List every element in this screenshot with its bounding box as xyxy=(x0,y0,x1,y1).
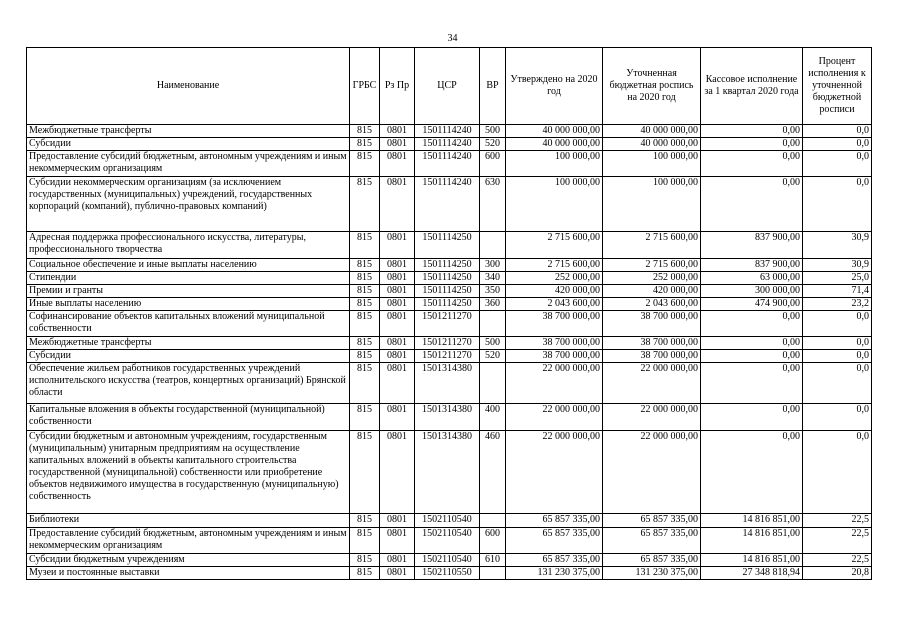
table-row xyxy=(27,177,872,232)
cell-percent: 0,0 xyxy=(803,431,872,514)
cell-rzpr: 0801 xyxy=(380,138,415,151)
cell-percent: 0,0 xyxy=(803,138,872,151)
cell-rzpr: 0801 xyxy=(380,298,415,311)
cell-percent: 71,4 xyxy=(803,285,872,298)
cell-cash: 0,00 xyxy=(701,350,803,363)
cell-updated: 38 700 000,00 xyxy=(603,311,701,337)
cell-rzpr: 0801 xyxy=(380,232,415,259)
cell-csr: 1501114240 xyxy=(415,177,480,232)
cell-percent: 0,0 xyxy=(803,350,872,363)
cell-vr xyxy=(480,363,506,404)
cell-approved: 100 000,00 xyxy=(506,177,603,232)
cell-grbs: 815 xyxy=(350,311,380,337)
cell-name: Стипендии xyxy=(27,272,350,285)
cell-name: Адресная поддержка профессионального искусства, литературы, профессионального творчества xyxy=(27,232,350,259)
cell-rzpr: 0801 xyxy=(380,363,415,404)
cell-name: Предоставление субсидий бюджетным, автономным учреждениям и иным некоммерческим организациям xyxy=(27,528,350,554)
header-csr: ЦСР xyxy=(415,48,480,125)
table-row xyxy=(27,259,872,272)
cell-name: Библиотеки xyxy=(27,514,350,528)
cell-vr: 520 xyxy=(480,138,506,151)
cell-percent: 22,5 xyxy=(803,514,872,528)
cell-name: Социальное обеспечение и иные выплаты населению xyxy=(27,259,350,272)
cell-updated: 38 700 000,00 xyxy=(603,337,701,350)
cell-cash: 0,00 xyxy=(701,311,803,337)
cell-grbs: 815 xyxy=(350,177,380,232)
cell-percent: 0,0 xyxy=(803,363,872,404)
cell-percent: 22,5 xyxy=(803,554,872,567)
cell-cash: 0,00 xyxy=(701,138,803,151)
cell-vr: 400 xyxy=(480,404,506,431)
cell-percent: 23,2 xyxy=(803,298,872,311)
cell-grbs: 815 xyxy=(350,350,380,363)
cell-csr: 1501314380 xyxy=(415,431,480,514)
cell-vr: 460 xyxy=(480,431,506,514)
cell-csr: 1501114250 xyxy=(415,259,480,272)
cell-percent: 0,0 xyxy=(803,404,872,431)
cell-percent: 22,5 xyxy=(803,528,872,554)
cell-cash: 14 816 851,00 xyxy=(701,554,803,567)
cell-grbs: 815 xyxy=(350,151,380,177)
cell-vr: 340 xyxy=(480,272,506,285)
header-vr: ВР xyxy=(480,48,506,125)
cell-name: Межбюджетные трансферты xyxy=(27,337,350,350)
cell-approved: 2 043 600,00 xyxy=(506,298,603,311)
cell-approved: 65 857 335,00 xyxy=(506,554,603,567)
cell-rzpr: 0801 xyxy=(380,554,415,567)
cell-grbs: 815 xyxy=(350,138,380,151)
page-number: 34 xyxy=(447,33,458,44)
cell-approved: 22 000 000,00 xyxy=(506,404,603,431)
cell-approved: 22 000 000,00 xyxy=(506,363,603,404)
table-row xyxy=(27,554,872,567)
cell-rzpr: 0801 xyxy=(380,259,415,272)
cell-cash: 837 900,00 xyxy=(701,232,803,259)
cell-csr: 1502110540 xyxy=(415,554,480,567)
header-updated: Уточненная бюджетная роспись на 2020 год xyxy=(603,48,701,125)
cell-grbs: 815 xyxy=(350,337,380,350)
cell-name: Субсидии xyxy=(27,138,350,151)
cell-percent: 0,0 xyxy=(803,177,872,232)
cell-csr: 1501114240 xyxy=(415,138,480,151)
cell-percent: 20,8 xyxy=(803,567,872,580)
cell-vr xyxy=(480,514,506,528)
cell-vr xyxy=(480,232,506,259)
cell-updated: 65 857 335,00 xyxy=(603,554,701,567)
cell-percent: 30,9 xyxy=(803,259,872,272)
cell-name: Музеи и постоянные выставки xyxy=(27,567,350,580)
cell-name: Обеспечение жильем работников государственных учреждений исполнительского искусства (театров, концертных организаций) Брянской области xyxy=(27,363,350,404)
cell-approved: 65 857 335,00 xyxy=(506,514,603,528)
cell-approved: 40 000 000,00 xyxy=(506,138,603,151)
cell-name: Иные выплаты населению xyxy=(27,298,350,311)
cell-grbs: 815 xyxy=(350,528,380,554)
cell-vr: 600 xyxy=(480,151,506,177)
cell-cash: 14 816 851,00 xyxy=(701,514,803,528)
table-header-row xyxy=(27,48,872,125)
cell-vr: 500 xyxy=(480,337,506,350)
cell-approved: 22 000 000,00 xyxy=(506,431,603,514)
cell-approved: 252 000,00 xyxy=(506,272,603,285)
table-row xyxy=(27,151,872,177)
cell-rzpr: 0801 xyxy=(380,125,415,138)
table-row xyxy=(27,404,872,431)
cell-csr: 1502110550 xyxy=(415,567,480,580)
cell-grbs: 815 xyxy=(350,363,380,404)
cell-csr: 1501211270 xyxy=(415,350,480,363)
cell-approved: 38 700 000,00 xyxy=(506,337,603,350)
cell-updated: 100 000,00 xyxy=(603,177,701,232)
cell-grbs: 815 xyxy=(350,431,380,514)
cell-csr: 1502110540 xyxy=(415,514,480,528)
cell-rzpr: 0801 xyxy=(380,350,415,363)
cell-cash: 27 348 818,94 xyxy=(701,567,803,580)
cell-updated: 252 000,00 xyxy=(603,272,701,285)
cell-csr: 1501211270 xyxy=(415,311,480,337)
cell-grbs: 815 xyxy=(350,554,380,567)
cell-updated: 2 715 600,00 xyxy=(603,232,701,259)
table-row xyxy=(27,363,872,404)
header-name: Наименование xyxy=(27,48,350,125)
cell-csr: 1502110540 xyxy=(415,528,480,554)
table-row xyxy=(27,337,872,350)
cell-percent: 0,0 xyxy=(803,311,872,337)
cell-name: Субсидии xyxy=(27,350,350,363)
cell-updated: 2 715 600,00 xyxy=(603,259,701,272)
cell-name: Предоставление субсидий бюджетным, автономным учреждениям и иным некоммерческим организациям xyxy=(27,151,350,177)
cell-grbs: 815 xyxy=(350,285,380,298)
cell-approved: 38 700 000,00 xyxy=(506,311,603,337)
cell-grbs: 815 xyxy=(350,298,380,311)
cell-name: Межбюджетные трансферты xyxy=(27,125,350,138)
cell-cash: 14 816 851,00 xyxy=(701,528,803,554)
cell-vr: 610 xyxy=(480,554,506,567)
cell-approved: 100 000,00 xyxy=(506,151,603,177)
cell-csr: 1501114250 xyxy=(415,298,480,311)
cell-rzpr: 0801 xyxy=(380,567,415,580)
cell-rzpr: 0801 xyxy=(380,431,415,514)
cell-cash: 0,00 xyxy=(701,404,803,431)
cell-csr: 1501114240 xyxy=(415,125,480,138)
cell-rzpr: 0801 xyxy=(380,272,415,285)
table-row xyxy=(27,514,872,528)
cell-approved: 420 000,00 xyxy=(506,285,603,298)
cell-approved: 38 700 000,00 xyxy=(506,350,603,363)
cell-csr: 1501114250 xyxy=(415,285,480,298)
cell-updated: 65 857 335,00 xyxy=(603,528,701,554)
cell-approved: 131 230 375,00 xyxy=(506,567,603,580)
cell-percent: 25,0 xyxy=(803,272,872,285)
cell-vr xyxy=(480,311,506,337)
cell-updated: 420 000,00 xyxy=(603,285,701,298)
cell-grbs: 815 xyxy=(350,232,380,259)
cell-name: Субсидии бюджетным и автономным учреждениям, государственным (муниципальным) унитарным предприятиям на осуществление капитальных вложений в объекты капитального строительства государственной (муниципальной) собственности или приобретение объектов недвижимого имущества в государственную (муниципальную) собственность xyxy=(27,431,350,514)
header-rzpr: Рз Пр xyxy=(380,48,415,125)
cell-rzpr: 0801 xyxy=(380,514,415,528)
cell-cash: 300 000,00 xyxy=(701,285,803,298)
cell-cash: 0,00 xyxy=(701,151,803,177)
cell-grbs: 815 xyxy=(350,272,380,285)
cell-name: Субсидии некоммерческим организациям (за исключением государственных (муниципальных) учреждений, государственных корпораций (компаний), публично-правовых компаний) xyxy=(27,177,350,232)
cell-csr: 1501314380 xyxy=(415,363,480,404)
cell-rzpr: 0801 xyxy=(380,177,415,232)
cell-name: Премии и гранты xyxy=(27,285,350,298)
table-row xyxy=(27,350,872,363)
cell-name: Софинансирование объектов капитальных вложений муниципальной собственности xyxy=(27,311,350,337)
cell-grbs: 815 xyxy=(350,567,380,580)
table-row xyxy=(27,125,872,138)
cell-cash: 0,00 xyxy=(701,363,803,404)
cell-grbs: 815 xyxy=(350,514,380,528)
table-row xyxy=(27,298,872,311)
header-approved: Утверждено на 2020 год xyxy=(506,48,603,125)
cell-percent: 0,0 xyxy=(803,125,872,138)
cell-cash: 0,00 xyxy=(701,337,803,350)
cell-cash: 837 900,00 xyxy=(701,259,803,272)
cell-grbs: 815 xyxy=(350,259,380,272)
cell-csr: 1501114240 xyxy=(415,151,480,177)
cell-updated: 131 230 375,00 xyxy=(603,567,701,580)
table-row xyxy=(27,138,872,151)
cell-rzpr: 0801 xyxy=(380,337,415,350)
cell-grbs: 815 xyxy=(350,404,380,431)
cell-updated: 22 000 000,00 xyxy=(603,363,701,404)
cell-cash: 63 000,00 xyxy=(701,272,803,285)
cell-csr: 1501211270 xyxy=(415,337,480,350)
cell-grbs: 815 xyxy=(350,125,380,138)
header-percent: Процент исполнения к уточненной бюджетной росписи xyxy=(803,48,872,125)
cell-vr: 500 xyxy=(480,125,506,138)
cell-rzpr: 0801 xyxy=(380,404,415,431)
cell-updated: 2 043 600,00 xyxy=(603,298,701,311)
cell-approved: 2 715 600,00 xyxy=(506,232,603,259)
cell-vr: 300 xyxy=(480,259,506,272)
budget-table xyxy=(26,47,872,580)
cell-updated: 22 000 000,00 xyxy=(603,431,701,514)
cell-percent: 0,0 xyxy=(803,151,872,177)
header-grbs: ГРБС xyxy=(350,48,380,125)
cell-updated: 100 000,00 xyxy=(603,151,701,177)
table-row xyxy=(27,567,872,580)
cell-percent: 0,0 xyxy=(803,337,872,350)
table-row xyxy=(27,528,872,554)
cell-percent: 30,9 xyxy=(803,232,872,259)
cell-vr: 350 xyxy=(480,285,506,298)
table-row xyxy=(27,232,872,259)
cell-cash: 0,00 xyxy=(701,431,803,514)
cell-vr: 360 xyxy=(480,298,506,311)
cell-approved: 65 857 335,00 xyxy=(506,528,603,554)
table-row xyxy=(27,431,872,514)
cell-updated: 22 000 000,00 xyxy=(603,404,701,431)
cell-csr: 1501314380 xyxy=(415,404,480,431)
table-row xyxy=(27,311,872,337)
table-row xyxy=(27,272,872,285)
cell-rzpr: 0801 xyxy=(380,151,415,177)
header-cash: Кассовое исполнение за 1 квартал 2020 года xyxy=(701,48,803,125)
cell-vr: 520 xyxy=(480,350,506,363)
cell-cash: 474 900,00 xyxy=(701,298,803,311)
cell-vr xyxy=(480,567,506,580)
cell-updated: 40 000 000,00 xyxy=(603,125,701,138)
table-row xyxy=(27,285,872,298)
cell-cash: 0,00 xyxy=(701,177,803,232)
cell-updated: 38 700 000,00 xyxy=(603,350,701,363)
cell-approved: 2 715 600,00 xyxy=(506,259,603,272)
cell-csr: 1501114250 xyxy=(415,232,480,259)
cell-csr: 1501114250 xyxy=(415,272,480,285)
cell-updated: 65 857 335,00 xyxy=(603,514,701,528)
cell-approved: 40 000 000,00 xyxy=(506,125,603,138)
cell-rzpr: 0801 xyxy=(380,285,415,298)
cell-vr: 600 xyxy=(480,528,506,554)
cell-vr: 630 xyxy=(480,177,506,232)
cell-rzpr: 0801 xyxy=(380,311,415,337)
cell-name: Капитальные вложения в объекты государственной (муниципальной) собственности xyxy=(27,404,350,431)
cell-cash: 0,00 xyxy=(701,125,803,138)
cell-rzpr: 0801 xyxy=(380,528,415,554)
cell-name: Субсидии бюджетным учреждениям xyxy=(27,554,350,567)
cell-updated: 40 000 000,00 xyxy=(603,138,701,151)
